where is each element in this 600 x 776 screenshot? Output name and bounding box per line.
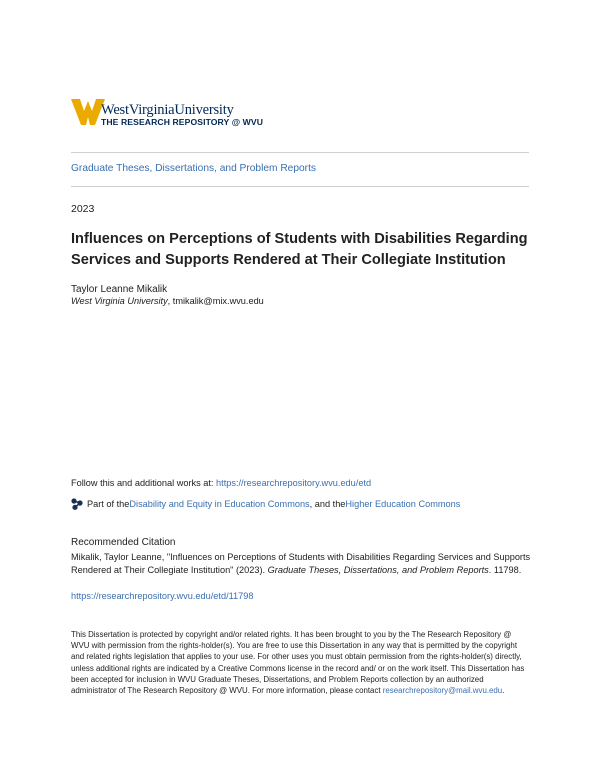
part-of-line [71,498,460,510]
logo-subtitle: THE RESEARCH REPOSITORY @ WVU [101,117,264,127]
citation-italic: Graduate Theses, Dissertations, and Problem Reports [267,565,489,575]
author-email: , tmikalik@mix.wvu.edu [167,296,264,306]
citation-url-link[interactable]: https://researchrepository.wvu.edu/etd/11798 [71,591,254,601]
citation-plain: Mikalik, Taylor Leanne, "Influences on Perceptions of Students with Disabilities Regarding Services and Supports Rendered at Their Collegiate Institution" (2023). [71,552,531,575]
wvu-logo[interactable] [71,97,311,131]
follow-line [71,478,371,488]
citation-suffix: . 11798. [488,565,522,575]
disability-equity-commons-link[interactable]: Disability and Equity in Education Commons [129,499,310,509]
copyright-notice [71,629,531,696]
author-name: Taylor Leanne Mikalik [71,284,168,295]
divider-top [71,152,529,153]
divider-bottom [71,186,529,187]
logo-name: WestVirginiaUniversity [101,102,234,118]
contact-email-link[interactable]: researchrepository@mail.wvu.edu [382,686,503,696]
series-link[interactable]: Graduate Theses, Dissertations, and Problem Reports [71,163,316,174]
publication-year: 2023 [71,203,95,215]
follow-url-link[interactable]: https://researchrepository.wvu.edu/etd [216,478,372,488]
recommended-citation-heading: Recommended Citation [71,537,176,548]
institution: West Virginia University [71,296,168,306]
author-affiliation [71,296,264,306]
document-title: Influences on Perceptions of Students with Disabilities Regarding Services and Supports Rendered at Their Collegiate Institution [71,231,528,268]
citation-text [71,551,531,577]
notice-end: . [502,686,505,696]
part-of-prefix: Part of the [87,499,130,509]
logo-text [101,103,263,128]
follow-prefix: Follow this and additional works at: [71,478,217,488]
commons-network-icon [71,498,83,510]
part-of-middle: , and the [309,499,346,509]
higher-education-commons-link[interactable]: Higher Education Commons [345,499,461,509]
notice-text: This Dissertation is protected by copyright and/or related rights. It has been brought to you by the The Research Repository @ WVU with permission from the rights-holder(s). You are free to use this Dissertation in any way that is permitted by the copyright and related rights legislation that applies to your use. For other uses you must obtain permission from the rights-holder(s) directly, unless additional rights are indicated by a Creative Commons license in the record and/ or on the work itself. This Dissertation has been accepted for inclusion in WVU Graduate Theses, Dissertations, and Problem Reports collection by an authorized administrator of The Research Repository @ WVU. For more information, please contact [71,630,525,696]
